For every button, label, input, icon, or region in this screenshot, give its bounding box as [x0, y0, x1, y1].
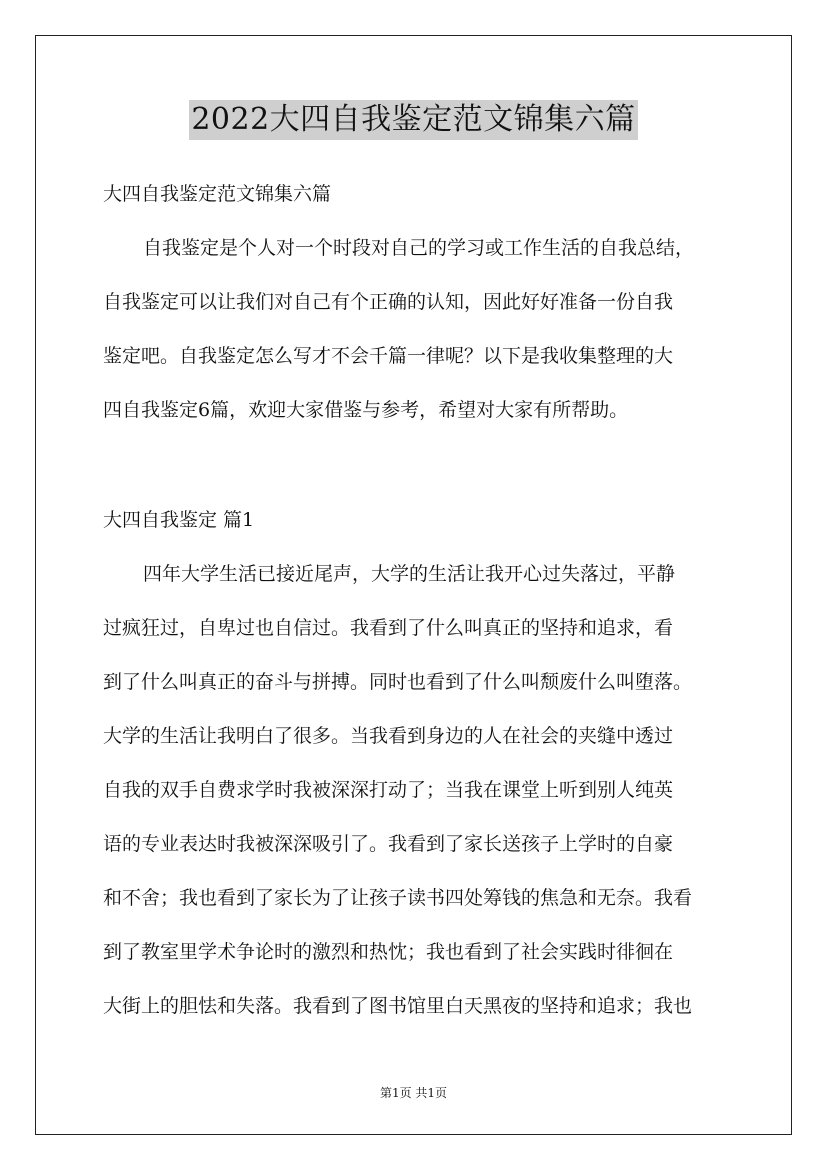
body-line-5: 自我的双手自费求学时我被深深打动了；当我在课堂上听到别人纯英 [103, 779, 674, 801]
title-container [0, 100, 827, 140]
section-heading: 大四自我鉴定 篇1 [103, 509, 255, 531]
intro-line-3: 鉴定吧。自我鉴定怎么写才不会千篇一律呢？以下是我收集整理的大 [103, 345, 674, 367]
body-line-2: 过疯狂过，自卑过也自信过。我看到了什么叫真正的坚持和追求，看 [103, 617, 674, 639]
body-line-6: 语的专业表达时我被深深吸引了。我看到了家长送孩子上学时的自豪 [103, 833, 674, 855]
body-line-3: 到了什么叫真正的奋斗与拼搏。同时也看到了什么叫颓废什么叫堕落。 [103, 671, 693, 693]
page-footer: 第1页 共1页 [379, 1086, 448, 1100]
document-subtitle: 大四自我鉴定范文锦集六篇 [103, 183, 332, 205]
body-line-9: 大街上的胆怯和失落。我看到了图书馆里白天黑夜的坚持和追求；我也 [103, 995, 693, 1017]
body-line-4: 大学的生活让我明白了很多。当我看到身边的人在社会的夹缝中透过 [103, 725, 674, 747]
intro-line-2: 自我鉴定可以让我们对自己有个正确的认知，因此好好准备一份自我 [103, 291, 674, 313]
body-line-7: 和不舍；我也看到了家长为了让孩子读书四处筹钱的焦急和无奈。我看 [103, 887, 693, 909]
intro-line-4: 四自我鉴定6篇，欢迎大家借鉴与参考，希望对大家有所帮助。 [103, 399, 629, 421]
intro-line-1: 自我鉴定是个人对一个时段对自己的学习或工作生活的自我总结， [143, 237, 695, 259]
body-line-1: 四年大学生活已接近尾声，大学的生活让我开心过失落过，平静 [143, 563, 676, 585]
body-line-8: 到了教室里学术争论时的激烈和热忱；我也看到了社会实践时徘徊在 [103, 941, 674, 963]
document-title: 2022大四自我鉴定范文锦集六篇 [189, 100, 637, 140]
